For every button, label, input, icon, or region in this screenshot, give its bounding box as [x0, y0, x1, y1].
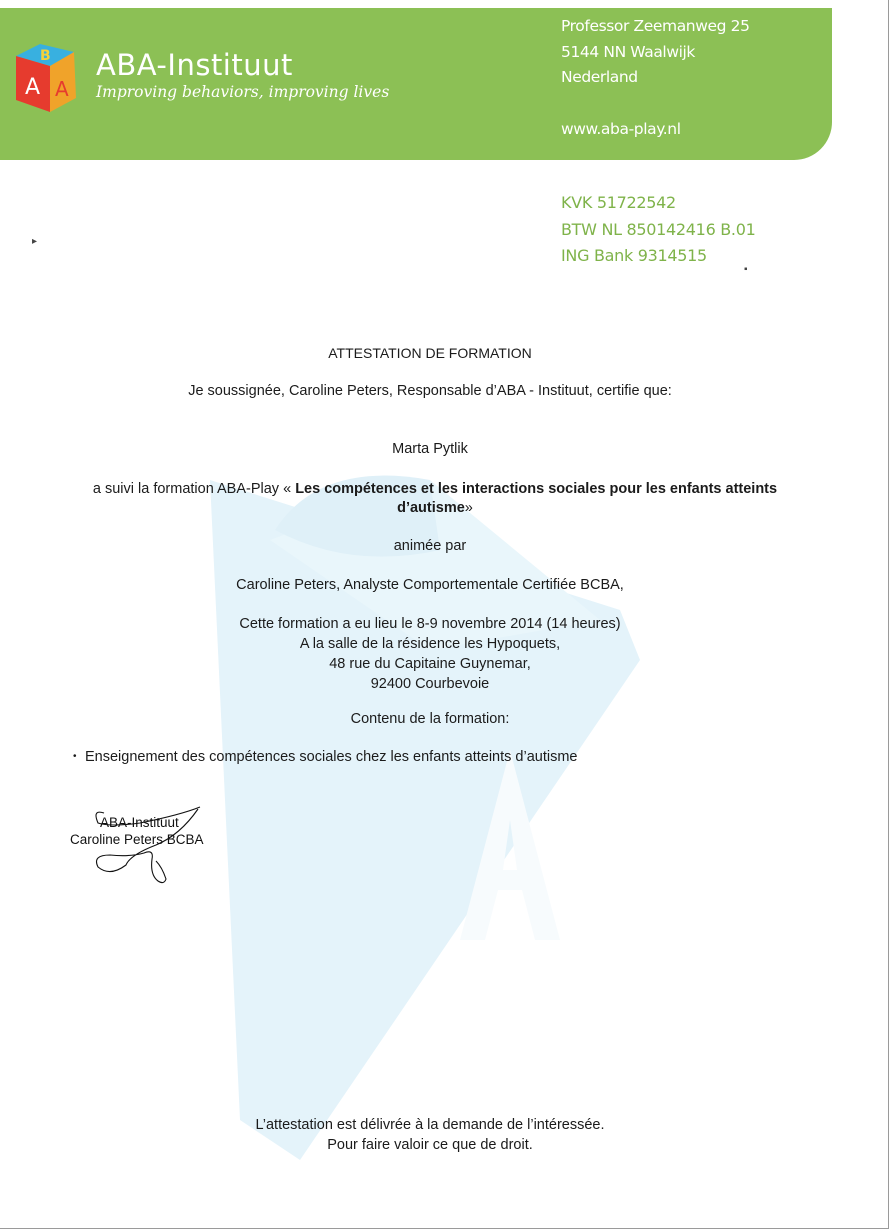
scan-speck: ▸	[32, 236, 38, 247]
logo-letter-b: B	[40, 48, 51, 64]
scan-speck: ▪	[744, 264, 748, 275]
certifier-statement: Je soussignée, Caroline Peters, Responsable d’ABA - Instituut, certifie que:	[188, 383, 672, 399]
registry-kvk: KVK 51722542	[561, 193, 676, 212]
animated-by-label: animée par	[393, 538, 467, 554]
handwritten-signature	[70, 805, 230, 895]
content-heading: Contenu de la formation:	[350, 711, 510, 727]
website-link[interactable]: www.aba-play.nl	[561, 119, 681, 138]
closing-line-2: Pour faire valoir ce que de droit.	[327, 1137, 533, 1153]
closing-statement	[0, 1115, 860, 1155]
address-line-city: 5144 NN Waalwijk	[561, 42, 695, 61]
training-date: Cette formation a eu lieu le 8-9 novembre 2014 (14 heures)	[239, 616, 621, 632]
closing-line-1: L’attestation est délivrée à la demande de l’intéressée.	[255, 1117, 605, 1133]
brand-tagline: Improving behaviors, improving lives	[96, 83, 390, 101]
training-details	[0, 614, 860, 694]
course-title: Les compétences et les interactions sociales pour les enfants atteints d’autisme	[295, 481, 778, 516]
signature-name: Caroline Peters BCBA	[70, 832, 204, 847]
course-suffix: »	[464, 500, 473, 516]
address-line-country: Nederland	[561, 68, 638, 86]
course-statement	[90, 480, 780, 518]
institute-address	[561, 14, 750, 142]
registry-info	[561, 190, 755, 270]
content-list-item	[73, 749, 577, 765]
document-title: ATTESTATION DE FORMATION	[328, 345, 532, 361]
logo-letter-a-right: A	[55, 77, 69, 101]
watermark-aba-cube	[180, 420, 740, 1180]
registry-btw: BTW NL 850142416 B.01	[561, 219, 756, 239]
signature-org: ABA-Instituut	[100, 815, 179, 830]
course-prefix: a suivi la formation ABA-Play «	[92, 481, 296, 497]
training-street: 48 rue du Capitaine Guynemar,	[329, 656, 531, 672]
trainer-credentials: Caroline Peters, Analyste Comportementale Certifiée BCBA,	[236, 577, 624, 593]
bullet-icon: •	[73, 751, 77, 762]
trainee-name: Marta Pytlik	[392, 441, 468, 457]
logo-letter-a-left: A	[25, 75, 41, 100]
content-item-text: Enseignement des compétences sociales chez les enfants atteints d’autisme	[85, 749, 578, 765]
brand-name: ABA-Instituut	[96, 48, 293, 82]
training-venue: A la salle de la résidence les Hypoquets,	[299, 636, 561, 652]
registry-bank: ING Bank 9314515	[561, 246, 707, 265]
training-city: 92400 Courbevoie	[370, 676, 490, 692]
signature-block	[70, 805, 230, 895]
abc-block-logo-icon	[10, 38, 80, 114]
address-line-street: Professor Zeemanweg 25	[561, 17, 750, 35]
